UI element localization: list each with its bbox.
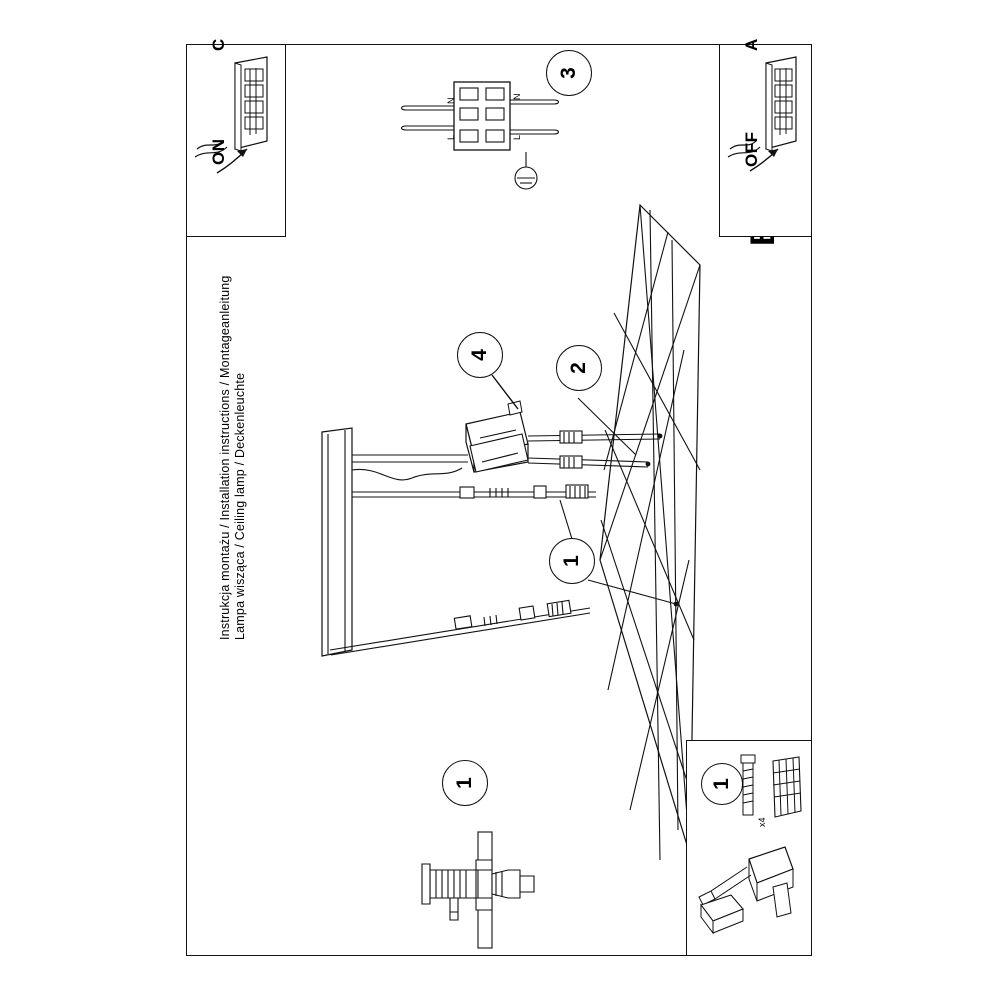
step-2-label: 2 <box>567 362 590 374</box>
panel-bottom-right: 1 x4 <box>686 740 812 956</box>
terminal-label-n-top: N <box>446 97 456 104</box>
wall-switch-on-icon <box>187 45 285 236</box>
panel-step-1 <box>701 763 743 805</box>
terminal-label-l-bottom: L <box>512 134 522 140</box>
step-4-label: 4 <box>468 349 491 361</box>
step-1-detail-label: 1 <box>453 777 476 789</box>
step-1-label: 1 <box>560 555 583 567</box>
wall-switch-off-icon <box>720 45 811 236</box>
terminal-label-l-top: L <box>446 134 456 140</box>
terminal-label-n-bottom: N <box>512 93 522 100</box>
panel-a: A OFF <box>719 44 812 237</box>
step-2-main <box>556 345 602 391</box>
mounting-bracket-screw-icon <box>410 820 610 1000</box>
instruction-sheet: 4 2 1 1 N L N L 3 A OFF C ON 1 x4 Instrukcja montażu / Installation instructions / Montageanleitung Lampa wisząca / Ceiling lamp / Deckenleuchte <box>0 0 1000 1000</box>
step-4-main <box>457 332 503 378</box>
step-1-main <box>549 538 595 584</box>
panel-c: C ON <box>186 44 286 237</box>
step-1-detail <box>442 760 488 806</box>
panel-step-1-label: 1 <box>710 778 733 790</box>
step-3-wiring <box>546 50 592 96</box>
step-3-label: 3 <box>557 67 580 79</box>
